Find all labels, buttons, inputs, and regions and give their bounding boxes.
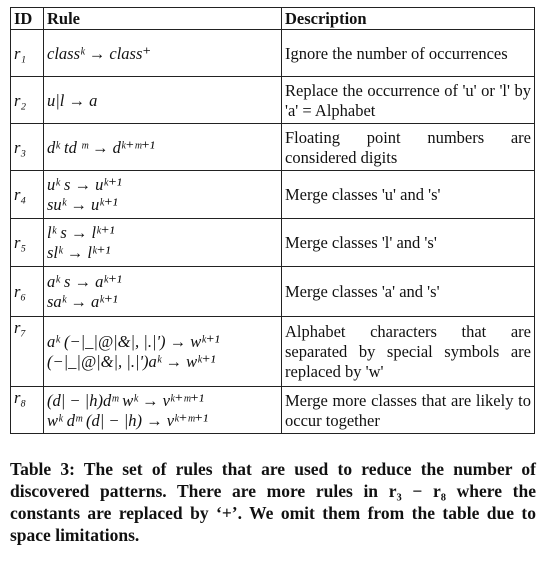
rule-expression: [44, 124, 282, 171]
rule-description: Alphabet characters that are separated by special symbols are replaced by 'w': [282, 317, 535, 387]
header-id: ID: [11, 8, 44, 30]
table-row: [11, 387, 535, 434]
table-row: [11, 317, 535, 387]
rule-id: r₂: [11, 77, 44, 124]
rule-line: (−|_|@|&|, |.|')aᵏ → wᵏ⁺¹: [47, 352, 216, 371]
table-row: [11, 30, 535, 77]
rule-line: suᵏ → uᵏ⁺¹: [47, 195, 118, 214]
rule-line: slᵏ → lᵏ⁺¹: [47, 243, 111, 262]
rule-description: Ignore the number of occurrences: [282, 30, 535, 77]
rule-expression: [44, 77, 282, 124]
rule-description: Merge classes 'l' and 's': [282, 219, 535, 267]
table-header-row: [11, 8, 535, 30]
rule-expression: [44, 317, 282, 387]
rule-line: classᵏ → class⁺: [47, 43, 152, 63]
rule-expression: [44, 171, 282, 219]
rule-line: aᵏ s → aᵏ⁺¹: [47, 272, 122, 291]
rule-description: Replace the occurrence of 'u' or 'l' by 'a' = Alphabet: [282, 77, 535, 124]
rule-line: dᵏ td ᵐ → dᵏ⁺ᵐ⁺¹: [47, 137, 155, 157]
rule-expression: [44, 30, 282, 77]
rule-expression: [44, 267, 282, 317]
rule-line: aᵏ (−|_|@|&|, |.|') → wᵏ⁺¹: [47, 332, 220, 351]
table-row: [11, 124, 535, 171]
table-row: [11, 171, 535, 219]
rule-line: saᵏ → aᵏ⁺¹: [47, 292, 118, 311]
rule-expression: [44, 219, 282, 267]
rule-expression: [44, 387, 282, 434]
rule-line: uᵏ s → uᵏ⁺¹: [47, 175, 122, 194]
rule-description: Merge classes 'u' and 's': [282, 171, 535, 219]
rule-id: r₁: [11, 30, 44, 77]
rule-description: Merge classes 'a' and 's': [282, 267, 535, 317]
rule-line: wᵏ dᵐ (d| − |h) → vᵏ⁺ᵐ⁺¹: [47, 410, 208, 430]
table-row: [11, 77, 535, 124]
rule-id: r₄: [11, 171, 44, 219]
rule-id: r₈: [11, 387, 44, 434]
table-caption: Table 3: The set of rules that are used to reduce the number of discovered patterns. There are more rules in r₃ − r₈ where the constants are replaced by ‘+’. We omit them from the table due to space limitations.: [10, 459, 536, 545]
rule-id: r₇: [11, 317, 44, 387]
table-row: [11, 219, 535, 267]
header-rule: Rule: [44, 8, 282, 30]
header-description: Description: [282, 8, 535, 30]
table-row: [11, 267, 535, 317]
rule-description: Floating point numbers are considered digits: [282, 124, 535, 171]
rules-table: [10, 7, 535, 434]
rule-id: r₅: [11, 219, 44, 267]
rule-id: r₆: [11, 267, 44, 317]
rule-line: lᵏ s → lᵏ⁺¹: [47, 223, 115, 242]
rule-id: r₃: [11, 124, 44, 171]
rule-line: (d| − |h)dᵐ wᵏ → vᵏ⁺ᵐ⁺¹: [47, 390, 204, 410]
rule-line: u|l → a: [47, 90, 98, 110]
rule-description: Merge more classes that are likely to occur together: [282, 387, 535, 434]
